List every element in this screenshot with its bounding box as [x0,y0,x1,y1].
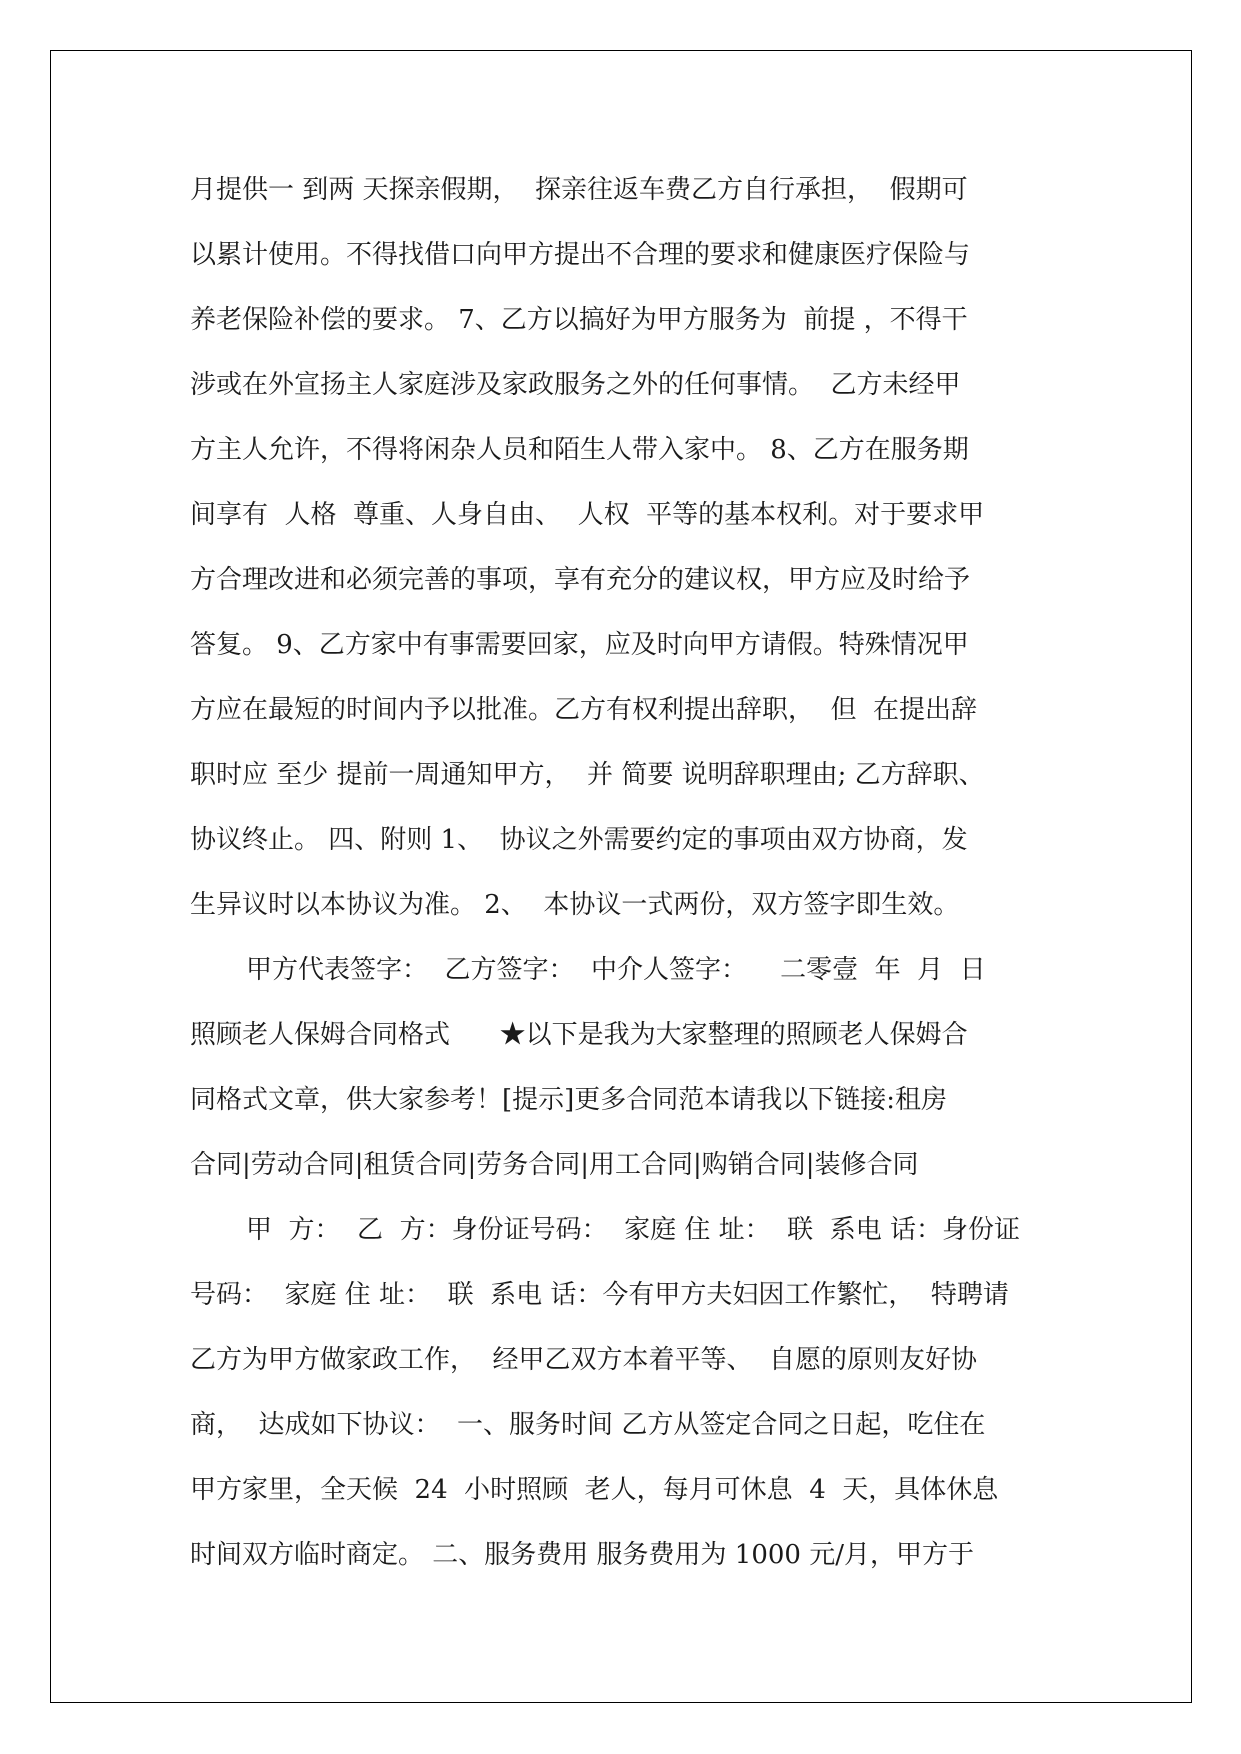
text-line: 方合理改进和必须完善的事项，享有充分的建议权，甲方应及时给予 [190,565,971,595]
text-line: 甲方家里，全天候 24 小时照顾 老人，每月可休息 4 天，具体休息 [190,1475,999,1505]
text-line: 涉或在外宣扬主人家庭涉及家政服务之外的任何事情。 乙方未经甲 [190,370,961,400]
text-line: 方主人允许，不得将闲杂人员和陌生人带入家中。 8、乙方在服务期 [190,435,969,465]
text-line: 号码： 家庭 住 址： 联 系电 话：今有甲方夫妇因工作繁忙， 特聘请 [190,1280,1009,1310]
text-line: 时间双方临时商定。 二、服务费用 服务费用为 1000 元/月，甲方于 [190,1540,974,1570]
text-line: 间享有 人格 尊重、人身自由、 人权 平等的基本权利。对于要求甲 [190,500,985,530]
text-line: 协议终止。 四、附则 1、 协议之外需要约定的事项由双方协商，发 [190,825,968,855]
document-body [190,158,1052,1588]
text-line: 甲方代表签字： 乙方签字： 中介人签字： 二零壹 年 月 日 [246,955,986,985]
text-line: 养老保险补偿的要求。 7、乙方以搞好为甲方服务为 前提 ，不得干 [190,305,968,335]
text-line: 方应在最短的时间内予以批准。乙方有权利提出辞职， 但 在提出辞 [190,695,978,725]
text-line: 生异议时以本协议为准。 2、 本协议一式两份，双方签字即生效。 [190,890,960,920]
text-line: 照顾老人保姆合同格式 ★以下是我为大家整理的照顾老人保姆合 [190,1020,968,1050]
text-line: 合同|劳动合同|租赁合同|劳务合同|用工合同|购销合同|装修合同 [190,1150,919,1180]
text-line: 答复。 9、乙方家中有事需要回家，应及时向甲方请假。特殊情况甲 [190,630,969,660]
text-line: 甲 方： 乙 方：身份证号码： 家庭 住 址： 联 系电 话：身份证 [246,1215,1020,1245]
text-line: 职时应 至少 提前一周通知甲方， 并 简要 说明辞职理由; 乙方辞职、 [190,760,985,790]
text-line: 商， 达成如下协议： 一、服务时间 乙方从签定合同之日起，吃住在 [190,1410,986,1440]
text-line: 以累计使用。不得找借口向甲方提出不合理的要求和健康医疗保险与 [190,240,971,270]
text-line: 乙方为甲方做家政工作， 经甲乙双方本着平等、 自愿的原则友好协 [190,1345,978,1375]
text-line: 月提供一 到两 天探亲假期， 探亲往返车费乙方自行承担， 假期可 [190,175,968,205]
text-line: 同格式文章，供大家参考！[提示]更多合同范本请我以下链接:租房 [190,1085,948,1115]
